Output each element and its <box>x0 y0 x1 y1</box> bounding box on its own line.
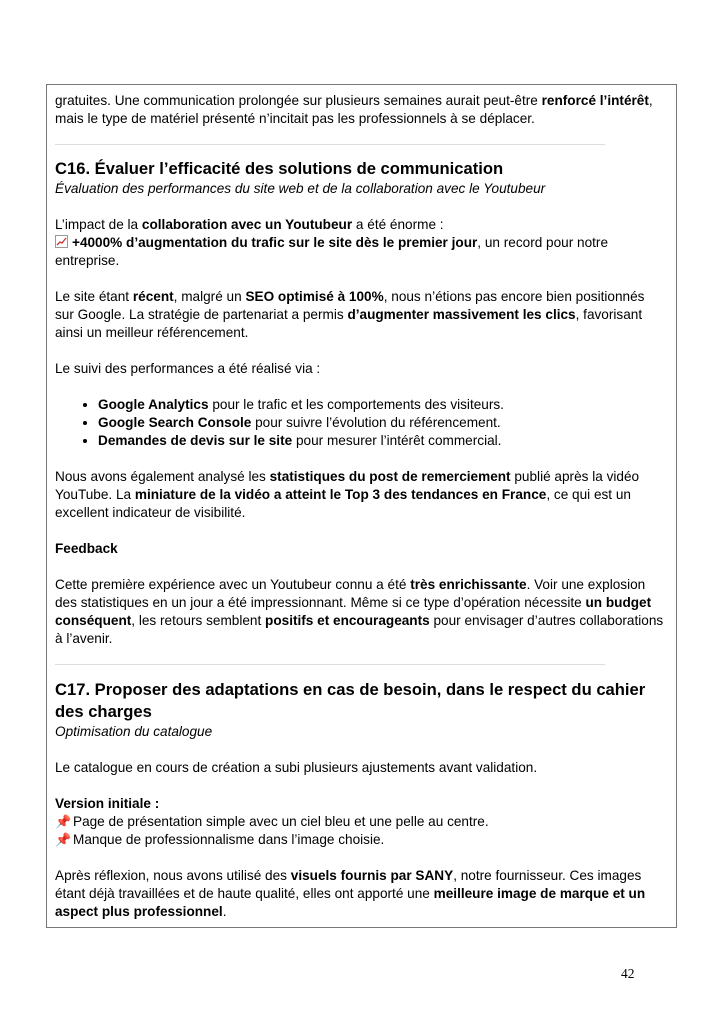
page-content <box>55 92 667 921</box>
pushpin-icon: 📌 <box>55 814 72 829</box>
tracking-list <box>55 396 667 450</box>
chart-increasing-icon <box>55 235 68 248</box>
page-number: 42 <box>621 966 635 981</box>
c17-subtitle: Optimisation du catalogue <box>55 724 213 739</box>
feedback-heading: Feedback <box>55 541 118 556</box>
pin-item: 📌 Manque de professionnalisme dans l’image choisie. <box>55 832 385 847</box>
c16-paragraph-1: L’impact de la collaboration avec un Youtubeur a été énorme : <box>55 217 444 232</box>
c17-paragraph-1: Le catalogue en cours de création a subi plusieurs ajustements avant validation. <box>55 760 538 775</box>
c16-paragraph-5: Cette première expérience avec un Youtubeur connu a été très enrichissante. Voir une explosion des statistiques en un jour a été impressionnant. Même si ce type d’opération nécessite un budget conséquent, les retours semblent positifs et encourageants pour envisager d’autres collaborations à l’avenir. <box>55 577 664 646</box>
intro-paragraph: gratuites. Une communication prolongée sur plusieurs semaines aurait peut-être renforcé l’intérêt, mais le type de matériel présenté n’incitait pas les professionnels à se déplacer. <box>55 93 653 126</box>
pin-item: 📌 Page de présentation simple avec un ciel bleu et une pelle au centre. <box>55 814 489 829</box>
list-item: • Google Analytics pour le trafic et les comportements des visiteurs. <box>98 396 667 414</box>
c16-paragraph-3: Le suivi des performances a été réalisé via : <box>55 361 321 376</box>
c16-paragraph-1b: +4000% d’augmentation du trafic sur le site dès le premier jour, un record pour notre entreprise. <box>55 235 609 268</box>
c16-paragraph-2: Le site étant récent, malgré un SEO optimisé à 100%, nous n’étions pas encore bien positionnés sur Google. La stratégie de partenariat a permis d’augmenter massivement les clics, favorisant ainsi un meilleur référencement. <box>55 289 645 340</box>
list-item: • Google Search Console pour suivre l’évolution du référencement. <box>98 414 667 432</box>
pushpin-icon: 📌 <box>55 832 72 847</box>
c16-title: C16. Évaluer l’efficacité des solutions de communication <box>55 159 504 178</box>
section-divider <box>55 664 605 665</box>
c17-title: C17. Proposer des adaptations en cas de besoin, dans le respect du cahier des charges <box>55 680 646 721</box>
c16-paragraph-4: Nous avons également analysé les statistiques du post de remerciement publié après la vidéo YouTube. La miniature de la vidéo a atteint le Top 3 des tendances en France, ce qui est un excellent indicateur de visibilité. <box>55 469 640 520</box>
c17-paragraph-2: Après réflexion, nous avons utilisé des visuels fournis par SANY, notre fournisseur. Ces images étant déjà travaillées et de haute qualité, elles ont apporté une meilleure image de marque et un aspect plus professionnel. <box>55 868 646 919</box>
c16-subtitle: Évaluation des performances du site web et de la collaboration avec le Youtubeur <box>55 181 546 196</box>
version-heading: Version initiale : <box>55 796 160 811</box>
section-divider <box>55 144 605 145</box>
list-item: • Demandes de devis sur le site pour mesurer l’intérêt commercial. <box>98 432 667 450</box>
